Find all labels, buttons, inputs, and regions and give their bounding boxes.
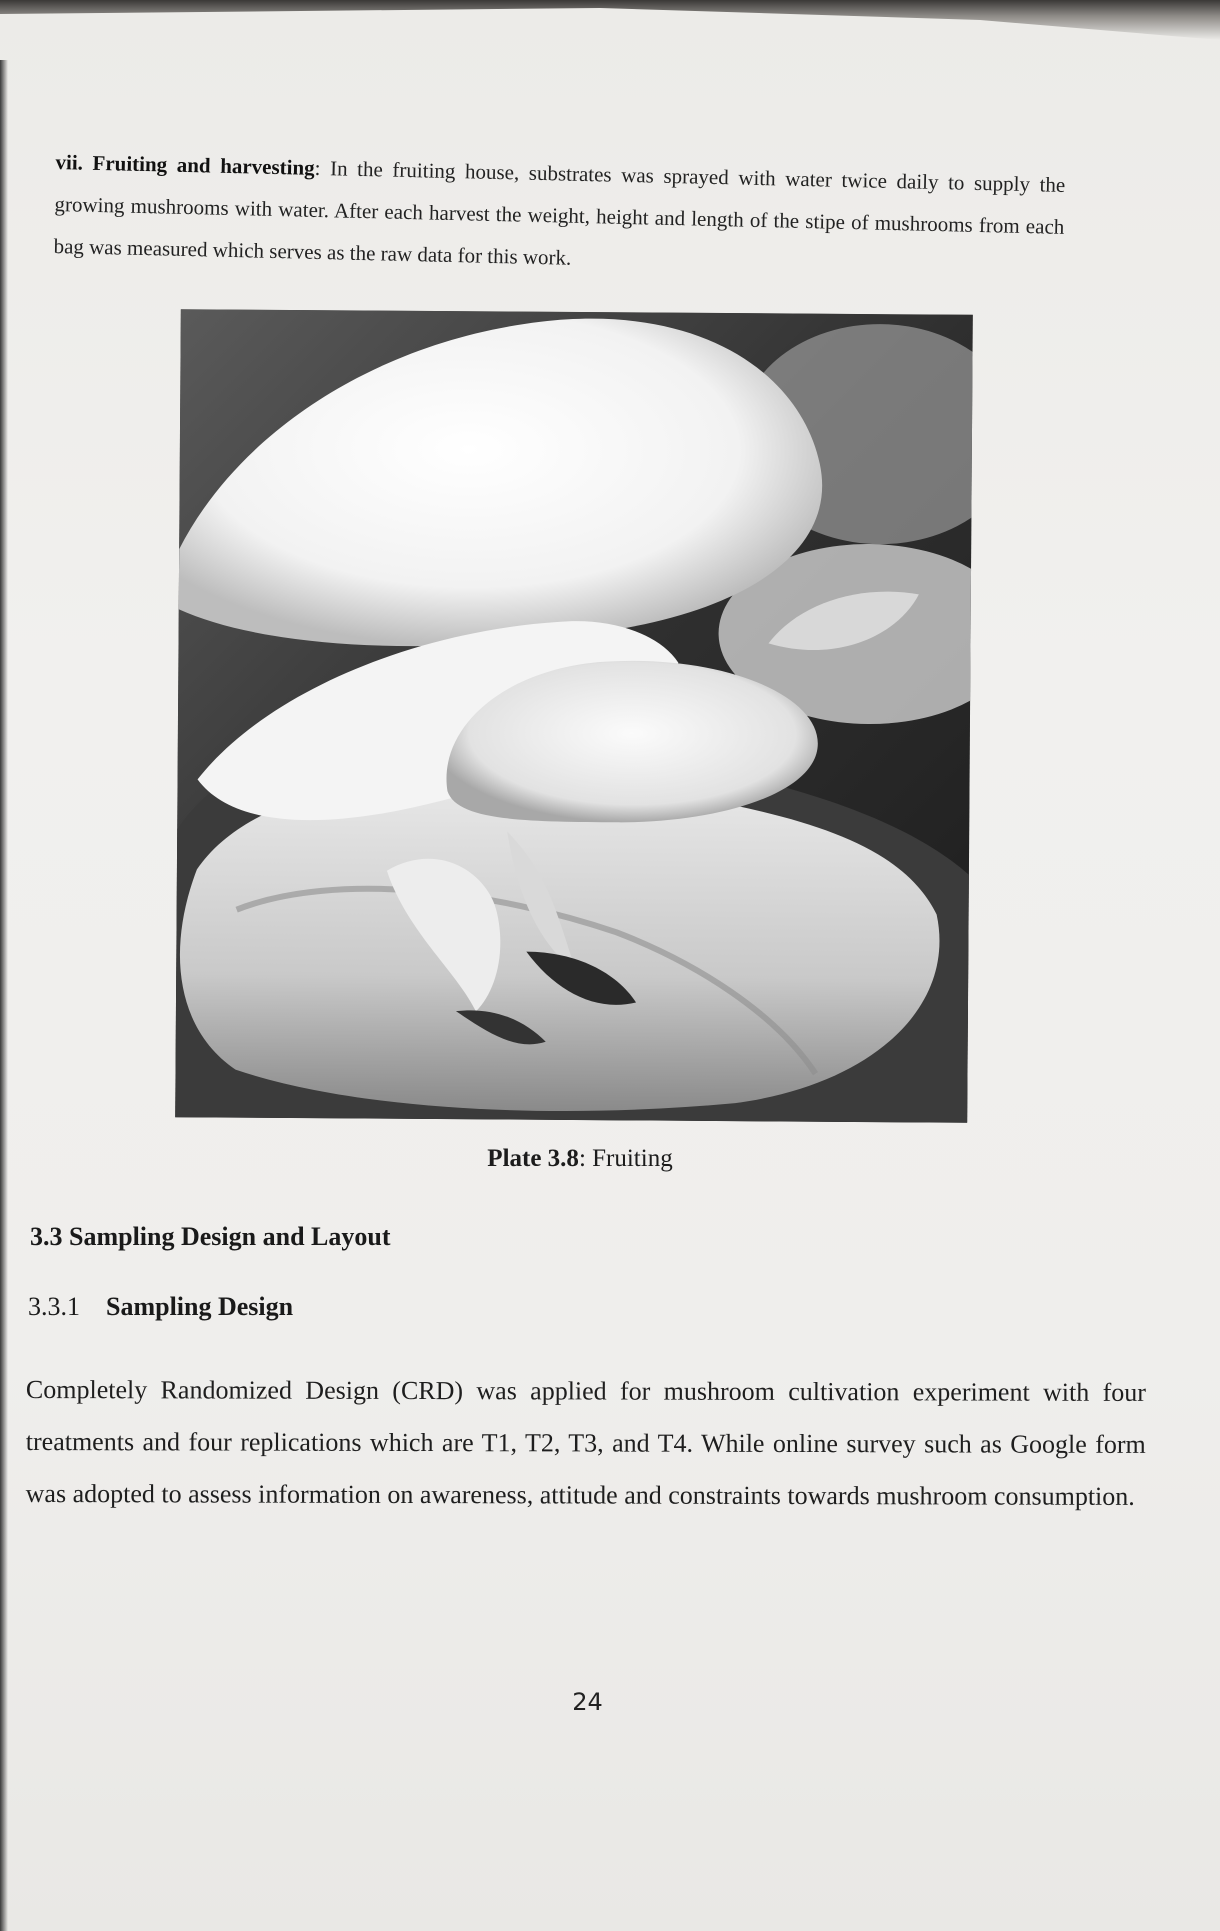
plate-caption [0, 1145, 1160, 1173]
page-top-shadow [0, 0, 1220, 40]
list-marker: vii. [55, 149, 84, 175]
sampling-design-paragraph: Completely Randomized Design (CRD) was applied for mushroom cultivation experiment with four treatments and four replications which are T1, T2, T3, and T4. While online survey such as Google form was adopted to assess information on awareness, attitude and constraints towards mushroom consumption. [25, 1375, 1146, 1511]
plate-label: Plate 3.8 [487, 1145, 579, 1172]
plate-caption-text: : Fruiting [578, 1145, 673, 1172]
page-left-edge [0, 60, 8, 1931]
section-3-3-1-heading [28, 1292, 293, 1322]
mushroom-photo [175, 309, 973, 1123]
section-3-3-heading: 3.3 Sampling Design and Layout [30, 1222, 391, 1251]
fruiting-harvesting-text: : In the fruiting house, substrates was sprayed with water twice daily to supply the growing mushrooms with water. After each harvest the weight, height and length of the stipe of mushrooms from each bag was measured which serves as the raw data for this work. [53, 155, 1066, 270]
fruiting-harvesting-heading: Fruiting and harvesting [92, 150, 315, 180]
section-title: Sampling Design [106, 1292, 294, 1321]
page-number: 24 [572, 1688, 603, 1716]
fruiting-harvesting-paragraph [53, 141, 1066, 290]
section-number: 3.3.1 [28, 1292, 80, 1321]
